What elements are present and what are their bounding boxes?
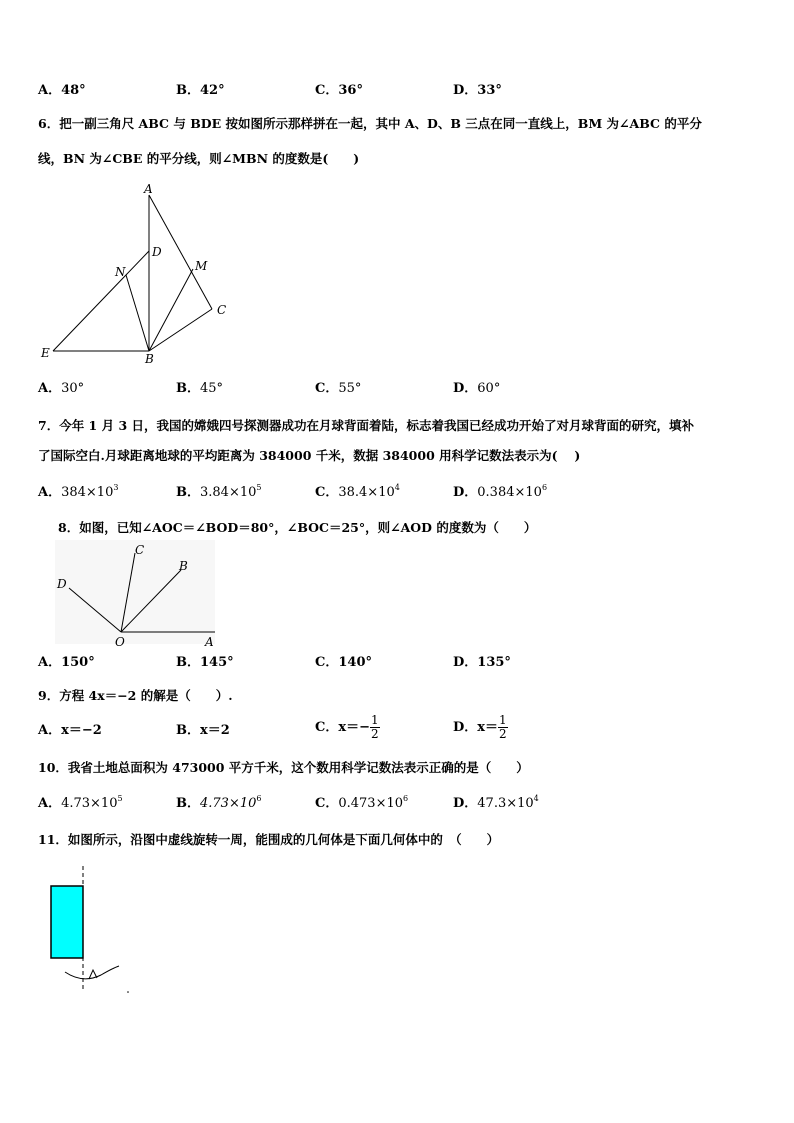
label-D: D — [152, 245, 162, 259]
q10-option-a: A．$4.73\times 10^5$ — [38, 794, 123, 811]
q10-stem: 10．我省土地总面积为 473000 平方千米，这个数用科学记数法表示正确的是（ ） — [38, 760, 529, 775]
q6-stem-line1: 6．把一副三角尺 ABC 与 BDE 按如图所示那样拼在一起，其中 A、D、B 三点在同一直线上，BM 为∠ABC 的平分 — [38, 116, 702, 131]
q11-stem: 11．如图所示，沿图中虚线旋转一周，能围成的几何体是下面几何体中的 （ ） — [38, 832, 500, 847]
label-D: D — [57, 577, 67, 591]
q8-option-a: A．150° — [38, 655, 95, 670]
label-C: C — [135, 543, 145, 557]
q8-stem: 8．如图，已知∠AOC＝∠BOD＝80°，∠BOC＝25°，则∠AOD 的度数为（ ） — [58, 520, 537, 535]
q10-option-d: D．$47.3\times 10^4$ — [453, 794, 539, 811]
q6-stem-line2: 线，BN 为∠CBE 的平分线，则∠MBN 的度数是( ) — [38, 151, 360, 166]
line-ED — [53, 251, 149, 351]
label-O: O — [115, 635, 125, 649]
q9-option-a: A．x＝−2 — [38, 723, 102, 738]
q6-option-b: B．45° — [176, 381, 224, 396]
q10-option-c: C．$0.473\times 10^6$ — [315, 794, 409, 811]
q9-option-b: B．x＝2 — [176, 723, 230, 738]
line-BM — [149, 269, 193, 351]
fraction: $\frac{1}{2}$ — [499, 713, 507, 741]
q7-option-d: D．$0.384\times 10^6$ — [453, 483, 548, 500]
fraction: $\frac{1}{2}$ — [371, 713, 379, 741]
label-B: B — [179, 559, 188, 573]
q7-option-a: A．$384\times 10^3$ — [38, 483, 119, 500]
q8-figure — [55, 540, 225, 650]
label-A: A — [205, 635, 214, 649]
q9-option-d: D．x＝ $\frac{1}{2}$ — [453, 713, 507, 741]
rectangle-shape — [51, 886, 83, 958]
q5-option-d: D．33° — [453, 83, 502, 98]
label-C: C — [217, 303, 227, 317]
q6-option-a: A．30° — [38, 381, 85, 396]
q8-option-b: B．145° — [176, 655, 234, 670]
label-A: A — [144, 182, 153, 196]
q11-figure — [45, 862, 145, 1002]
q6-option-d: D．60° — [453, 381, 501, 396]
q8-option-c: C．140° — [315, 655, 372, 670]
label-N: N — [115, 265, 126, 279]
q6-option-c: C．55° — [315, 381, 362, 396]
q7-stem-line2: 了国际空白.月球距离地球的平均距离为 384000 千米，数据 384000 用科学记数法表示为( ) — [38, 448, 581, 463]
line-BN — [126, 275, 149, 351]
q10-option-b: B．$4.73\times 10^6$ — [176, 794, 262, 811]
line-CB — [149, 309, 212, 351]
q7-stem-line1: 7．今年 1 月 3 日，我国的嫦娥四号探测器成功在月球背面着陆，标志着我国已经成功开始了对月球背面的研究，填补 — [38, 418, 695, 433]
label-M: M — [195, 259, 208, 273]
q5-option-b: B．42° — [176, 83, 225, 98]
q9-stem: 9．方程 4x＝−2 的解是（ ）. — [38, 688, 233, 703]
q5-option-c: C．36° — [315, 83, 363, 98]
label-E: E — [41, 346, 50, 360]
q8-option-d: D．135° — [453, 655, 511, 670]
q5-option-a: A．48° — [38, 83, 86, 98]
q6-figure — [38, 180, 238, 370]
q7-option-c: C．$38.4\times 10^4$ — [315, 483, 400, 500]
q9-option-c: C．x＝− $\frac{1}{2}$ — [315, 713, 379, 741]
label-B: B — [145, 352, 154, 366]
q7-option-b: B．$3.84\times 10^5$ — [176, 483, 262, 500]
